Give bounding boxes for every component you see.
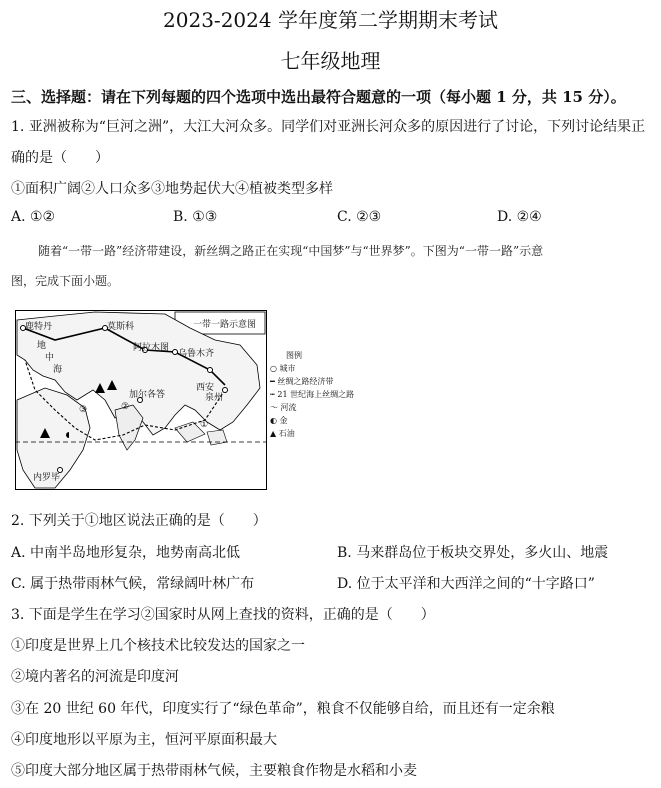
city-symbol-icon: ○	[270, 364, 280, 373]
q3-item-3: ③在 20 世纪 60 年代，印度实行了“绿色革命”，粮食不仅能够自给，而且还有一定余粮	[11, 701, 555, 717]
sea-route-icon: ┅	[270, 390, 278, 399]
sea-label-2: 中	[45, 353, 55, 363]
city-urumqi: 乌鲁木齐	[178, 349, 215, 359]
q1-option-d: D. ②④	[497, 209, 542, 225]
city-kolkata: 加尔各答	[129, 390, 166, 400]
sea-label-1: 地	[37, 341, 47, 351]
q2-option-d: D. 位于太平洋和大西洋之间的“十字路口”	[337, 576, 595, 592]
q3-item-5: ⑤印度大部分地区属于热带雨林气候，主要粮食作物是水稻和小麦	[11, 763, 417, 779]
region-number-1: ①	[200, 420, 209, 430]
q3-item-1: ①印度是世界上几个核技术比较发达的国家之一	[11, 638, 305, 654]
map-title: 一带一路示意图	[193, 320, 257, 330]
q3-item-4: ④印度地形以平原为主，恒河平原面积最大	[11, 732, 277, 748]
river-icon: ～	[270, 403, 281, 412]
belt-and-road-map	[15, 310, 267, 490]
city-moscow: 莫斯科	[107, 322, 135, 332]
q3-stem: 3. 下面是学生在学习②国家时从网上查找的资料，正确的是（ ）	[11, 607, 435, 623]
legend-item-oil: ▲ 石油	[270, 429, 295, 438]
legend-item-river: ～ 河流	[270, 403, 297, 412]
q2-stem: 2. 下列关于①地区说法正确的是（ ）	[11, 513, 267, 529]
city-xian: 西安	[196, 383, 215, 393]
city-almaty: 阿拉木图	[133, 343, 170, 353]
legend-item-land-route: ━ 丝绸之路经济带	[270, 377, 334, 386]
region-number-2: ②	[121, 402, 130, 412]
section-heading: 三、选择题：请在下列每题的四个选项中选出最符合题意的一项（每小题 1 分，共 15 分）。	[11, 88, 626, 106]
legend-item-sea-route: ┅ 21 世纪海上丝绸之路	[270, 390, 355, 399]
city-rotterdam: 鹿特丹	[25, 322, 53, 332]
sea-label-3: 海	[53, 365, 63, 375]
q1-stem-line1: 1. 亚洲被称为“巨河之洲”，大江大河众多。同学们对亚洲长河众多的原因进行了讨论，下列讨论结果正	[11, 119, 646, 135]
gold-icon: ◐	[270, 416, 280, 425]
subject-title: 七年级地理	[280, 49, 381, 73]
map-legend	[270, 362, 354, 440]
q1-statements: ①面积广阔②人口众多③地势起伏大④植被类型多样	[11, 181, 333, 197]
legend-item-city: ○ 城市	[270, 364, 296, 373]
city-nairobi: 内罗毕	[33, 473, 61, 483]
legend-title: 图例	[286, 351, 302, 360]
q1-option-c: C. ②③	[337, 209, 382, 225]
exam-title: 2023-2024 学年度第二学期期末考试	[163, 8, 498, 32]
oil-icon: ▲	[270, 429, 279, 438]
passage-line2: 图，完成下面小题。	[11, 274, 120, 288]
legend-item-gold: ◐ 金	[270, 416, 288, 425]
city-quanzhou: 泉州	[205, 393, 224, 403]
q2-option-b: B. 马来群岛位于板块交界处，多火山、地震	[337, 545, 609, 561]
q1-option-b: B. ①③	[173, 209, 218, 225]
land-route-icon: ━	[270, 377, 278, 386]
q1-option-a: A. ①②	[11, 209, 56, 225]
q2-option-a: A. 中南半岛地形复杂，地势南高北低	[11, 545, 241, 561]
q3-item-2: ②境内著名的河流是印度河	[11, 669, 179, 685]
q1-stem-line2: 确的是（ ）	[11, 150, 109, 166]
passage-line1: 随着“一带一路”经济带建设，新丝绸之路正在实现“中国梦”与“世界梦”。下图为“一带一路”示意	[38, 244, 544, 258]
region-number-3: ③	[79, 405, 88, 415]
q2-option-c: C. 属于热带雨林气候，常绿阔叶林广布	[11, 576, 255, 592]
